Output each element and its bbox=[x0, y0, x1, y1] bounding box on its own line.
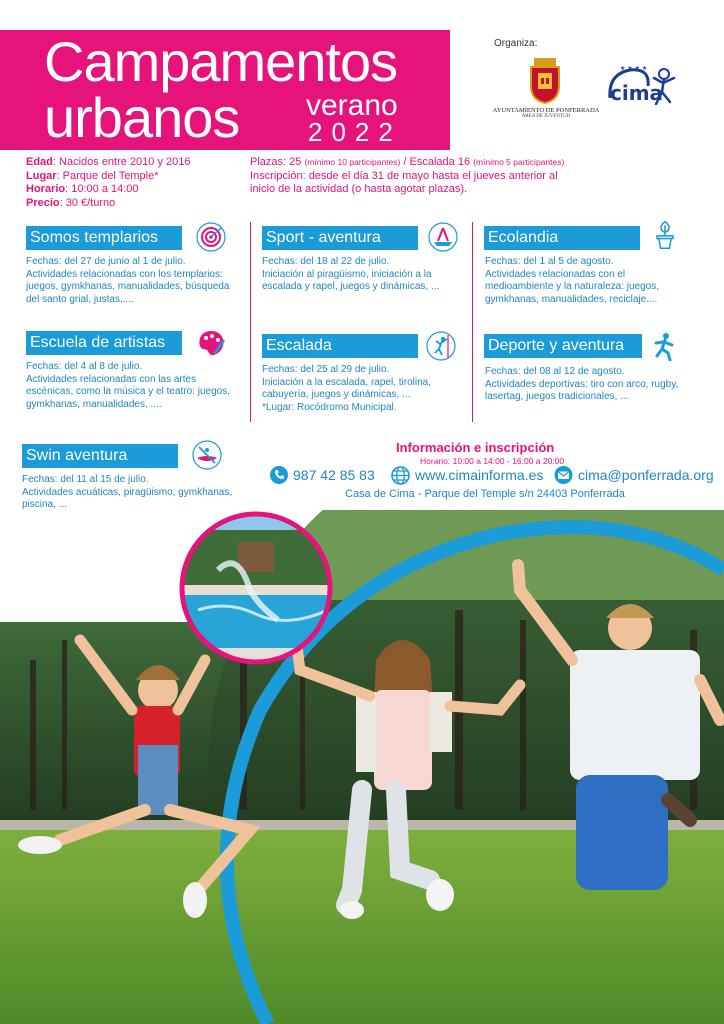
lugar-label: Lugar bbox=[26, 169, 57, 182]
plazas-value: Plazas: 25 bbox=[250, 156, 302, 168]
swin-line: Fechas: del 11 al 15 de julio. bbox=[22, 474, 149, 485]
templarios-line: del santo grial, justas,.... bbox=[26, 293, 134, 305]
phone-icon bbox=[270, 466, 288, 484]
edad-line bbox=[26, 156, 191, 170]
edad-label: Edad bbox=[26, 156, 53, 168]
activity-title-deporte: Deporte y aventura bbox=[484, 334, 642, 358]
edad-value: : Nacidos entre 2010 y 2016 bbox=[52, 156, 191, 168]
area-juventud-label: ÁREA DE JUVENTUD bbox=[521, 114, 571, 119]
pool-photo-circle bbox=[178, 510, 334, 666]
palette-icon bbox=[196, 328, 226, 358]
swin-line: Actividades acuáticas, piragüismo, gymkhanas, bbox=[22, 486, 233, 498]
climbing-boat-icon bbox=[428, 222, 458, 252]
precio-label: Precio bbox=[26, 196, 60, 209]
web-contact[interactable] bbox=[391, 465, 543, 485]
horario-line bbox=[26, 183, 191, 197]
horario-label: Horario bbox=[26, 183, 66, 195]
phone-contact[interactable] bbox=[270, 465, 375, 485]
ayuntamiento-shield-logo bbox=[528, 58, 562, 104]
column-divider-left bbox=[250, 222, 251, 422]
title-banner bbox=[0, 30, 450, 150]
escalada-plazas: / Escalada 16 bbox=[403, 156, 471, 168]
web-link: www.cimainforma.es bbox=[415, 467, 544, 483]
activity-title-escalada: Escalada bbox=[262, 334, 418, 358]
phone-number: 987 42 85 83 bbox=[293, 467, 375, 483]
inscripcion-line-1: Inscripción: desde el día 31 de mayo hasta el jueves anterior al bbox=[250, 169, 558, 182]
templarios-line: Actividades relacionadas con los templarios: bbox=[26, 268, 223, 280]
precio-value: : 30 €/turno bbox=[59, 196, 116, 209]
activity-text-ecolandia bbox=[485, 256, 715, 306]
runner-icon bbox=[650, 331, 680, 361]
escalada-line: cabuyería, juegos y dinámicas, ... bbox=[262, 389, 411, 400]
precio-line bbox=[26, 197, 191, 211]
column-divider-right bbox=[472, 222, 473, 422]
cima-logo-text: cima bbox=[610, 81, 664, 105]
activity-title-sport: Sport - aventura bbox=[262, 226, 418, 250]
templarios-line: juegos, gymkhanas, manualidades, búsqueda bbox=[26, 281, 230, 292]
artistas-line: Actividades relacionadas con las artes bbox=[26, 373, 197, 385]
title-campamentos: Campamentos bbox=[44, 30, 398, 93]
info-plazas bbox=[250, 156, 610, 197]
swin-line: piscina, ... bbox=[22, 499, 68, 510]
title-year: 2022 bbox=[308, 117, 402, 147]
climber-icon bbox=[426, 331, 456, 361]
templarios-line: Fechas: del 27 de junio al 1 de julio. bbox=[26, 256, 186, 267]
email-address: cima@ponferrada.org bbox=[578, 467, 714, 483]
title-verano: verano bbox=[306, 89, 398, 122]
svg-text:★ ★ ★ ★: ★ ★ ★ ★ bbox=[620, 65, 648, 72]
deporte-line: Actividades deportivas: tiro con arco, rugby, bbox=[485, 378, 679, 390]
escalada-line: Iniciación a la escalada, rapel, tirolina, bbox=[262, 376, 431, 388]
activity-text-escalada bbox=[262, 364, 472, 414]
artistas-line: gymkhanas, manualidades, .... bbox=[26, 398, 162, 410]
activity-title-artistas: Escuela de artistas bbox=[26, 331, 182, 355]
deporte-line: lasertag, juegos tradicionales, ... bbox=[485, 391, 629, 402]
ecolandia-line: Fechas: del 1 al 5 de agosto. bbox=[485, 256, 614, 267]
title-urbanos: urbanos bbox=[44, 86, 240, 149]
activity-title-ecolandia: Ecolandia bbox=[484, 226, 640, 250]
plant-pot-icon bbox=[650, 220, 680, 250]
info-general bbox=[26, 156, 191, 210]
informacion-hours: Horario: 10:00 a 14:00 - 16:00 a 20:00 bbox=[420, 456, 565, 466]
artistas-line: escénicas, como la música y el teatro: juegos, bbox=[26, 386, 230, 397]
activity-text-swin bbox=[22, 474, 252, 512]
sport-line: Iniciación al piragüismo, iniciación a la bbox=[262, 268, 432, 280]
inscripcion-line-2: inicio de la actividad (o hasta agotar plazas). bbox=[250, 183, 468, 195]
cima-logo bbox=[604, 58, 686, 114]
activity-title-templarios: Somos templarios bbox=[26, 226, 182, 250]
sport-line: escalada y rapel, juegos y dinámicas, ... bbox=[262, 281, 440, 292]
organiza-label: Organiza: bbox=[494, 38, 538, 49]
ayuntamiento-label: AYUNTAMIENTO DE PONFERRADA bbox=[492, 107, 600, 114]
activity-text-deporte bbox=[485, 366, 715, 404]
target-icon bbox=[196, 222, 226, 252]
ecolandia-line: Actividades relacionadas con el bbox=[485, 268, 626, 280]
escalada-line: *Lugar: Rocódromo Municipal. bbox=[262, 401, 397, 413]
email-contact[interactable] bbox=[554, 465, 714, 485]
informacion-title: Información e inscripción bbox=[396, 440, 555, 455]
deporte-line: Fechas: del 08 al 12 de agosto. bbox=[485, 366, 625, 377]
artistas-line: Fechas: del 4 al 8 de julio. bbox=[26, 361, 143, 372]
kids-jumping-photo bbox=[0, 510, 724, 1024]
sport-line: Fechas: del 18 al 22 de julio. bbox=[262, 256, 390, 267]
activity-text-templarios bbox=[26, 256, 250, 306]
escalada-line: Fechas: del 25 al 29 de julio. bbox=[262, 364, 390, 375]
lugar-value: : Parque del Temple* bbox=[56, 169, 159, 182]
ecolandia-line: medioambiente y la naturaleza: juegos, bbox=[485, 281, 659, 292]
activity-text-artistas bbox=[26, 361, 250, 411]
lugar-line bbox=[26, 170, 191, 184]
plazas-line bbox=[250, 156, 610, 170]
activity-text-sport bbox=[262, 256, 472, 294]
escalada-note: (mínimo 5 participantes) bbox=[473, 157, 565, 167]
horario-value: : 10:00 a 14:00 bbox=[65, 183, 139, 195]
plazas-note: (mínimo 10 participantes) bbox=[304, 157, 401, 167]
activity-title-swin: Swin aventura bbox=[22, 444, 178, 468]
address-text: Casa de Cima - Parque del Temple s/n 24403 Ponferrada bbox=[345, 488, 625, 500]
mail-icon bbox=[554, 466, 573, 484]
kayak-icon bbox=[192, 440, 222, 470]
ecolandia-line: gymkhanas, manualidades, reciclaje.... bbox=[485, 293, 658, 305]
globe-icon bbox=[391, 466, 410, 485]
